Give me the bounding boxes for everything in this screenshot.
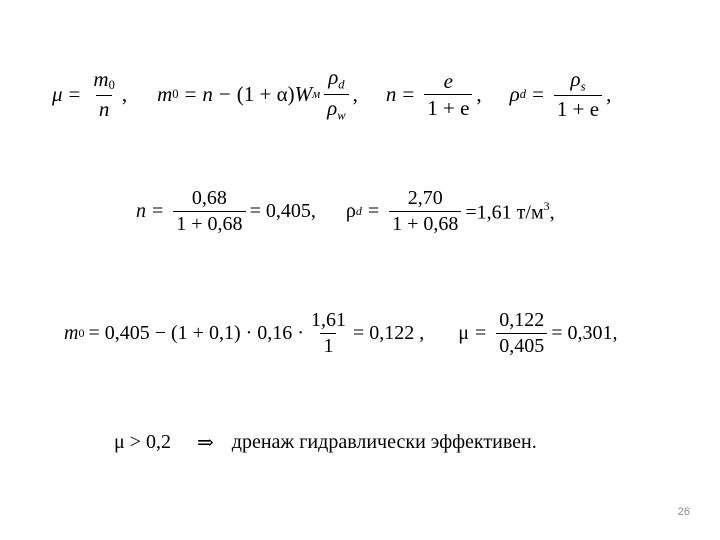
fraction-m0-over-n xyxy=(90,68,117,119)
cube-superscript: 3 xyxy=(543,198,550,213)
numerator: 2,70 xyxy=(407,187,443,209)
equals-sign: = xyxy=(474,322,487,344)
minus-sign: − xyxy=(218,81,231,106)
fraction-e-over-one-plus-e xyxy=(424,70,472,119)
formula-row-definitions xyxy=(52,66,611,122)
n-denominator: n xyxy=(96,95,113,120)
result-density xyxy=(465,199,554,224)
denominator: 1 xyxy=(320,333,336,357)
m0-lhs: m xyxy=(64,322,79,344)
result-mu: = 0,301, xyxy=(551,322,618,344)
equals-sign: = xyxy=(402,81,415,106)
m0-subscript: 0 xyxy=(78,326,85,340)
comma: , xyxy=(476,81,482,106)
n-lhs: n xyxy=(385,81,397,106)
result-porosity: = 0,405, xyxy=(249,200,316,222)
implies-arrow-icon: ⇒ xyxy=(197,432,214,454)
w-subscript: м xyxy=(312,86,321,101)
m0-lhs-subscript: 0 xyxy=(172,86,179,101)
denominator: 0,405 xyxy=(496,333,547,357)
numerator: 0,122 xyxy=(499,309,545,331)
rho-w-subscript: w xyxy=(337,108,346,123)
n-lhs: n xyxy=(136,200,146,222)
fraction-rho-d-over-rho-w xyxy=(324,66,349,122)
denominator: 1 + 0,68 xyxy=(173,211,245,235)
fraction-rho-s-over-one-plus-e xyxy=(554,68,602,121)
equals-sign: = xyxy=(367,200,380,222)
paren-expression: (1 + α) xyxy=(236,81,295,106)
result-density-value: =1,61 т/м xyxy=(465,201,544,224)
comma: , xyxy=(121,81,128,106)
w-symbol: W xyxy=(294,81,313,106)
rho-s-subscript: s xyxy=(580,79,586,94)
formula-row-porosity-density xyxy=(136,188,555,235)
equals-sign: = xyxy=(532,81,544,106)
m0-subscript: 0 xyxy=(108,78,115,93)
rho-d-lhs: ρ xyxy=(509,81,520,106)
comma: , xyxy=(606,81,612,106)
equals-sign: = xyxy=(68,81,81,106)
fraction-density xyxy=(389,188,461,235)
numerator: 1,61 xyxy=(310,309,346,331)
rho-w-denominator: ρ xyxy=(327,95,338,120)
equals-sign: = xyxy=(152,200,164,222)
mu-symbol: μ xyxy=(458,322,469,344)
rho-d-lhs-subscript: d xyxy=(519,86,527,101)
rho-d-subscript: d xyxy=(338,77,345,92)
conclusion-text: дренаж гидравлически эффективен. xyxy=(231,431,537,453)
fraction-mu xyxy=(496,310,547,357)
m0-expression: = 0,405 − (1 + 0,1) · 0,16 · xyxy=(88,322,304,344)
result-m0: = 0,122 , xyxy=(352,322,425,344)
denominator: 1 + 0,68 xyxy=(389,211,461,235)
numerator: 0,68 xyxy=(191,187,227,209)
fraction-porosity xyxy=(173,188,245,235)
rho-d-lhs: ρ xyxy=(345,200,356,222)
m0-numerator: m xyxy=(93,67,109,92)
rho-s-numerator: ρ xyxy=(570,66,581,91)
rho-d-numerator: ρ xyxy=(328,65,339,89)
fraction-161-over-1 xyxy=(308,310,349,357)
n-symbol: n xyxy=(202,81,213,106)
rho-d-subscript: d xyxy=(355,204,362,218)
m0-lhs: m xyxy=(157,81,173,106)
comma: , xyxy=(549,201,555,224)
mu-symbol: μ xyxy=(52,81,63,106)
formula-row-m0-mu xyxy=(64,310,618,357)
one-plus-e-denominator: 1 + e xyxy=(424,94,472,119)
equals-sign: = xyxy=(184,81,197,106)
condition: μ > 0,2 xyxy=(114,431,172,453)
conclusion-row xyxy=(114,430,537,455)
e-numerator: e xyxy=(443,68,453,93)
comma: , xyxy=(352,81,358,106)
one-plus-e-denominator: 1 + e xyxy=(554,95,602,120)
page-number: 26 xyxy=(677,506,690,518)
